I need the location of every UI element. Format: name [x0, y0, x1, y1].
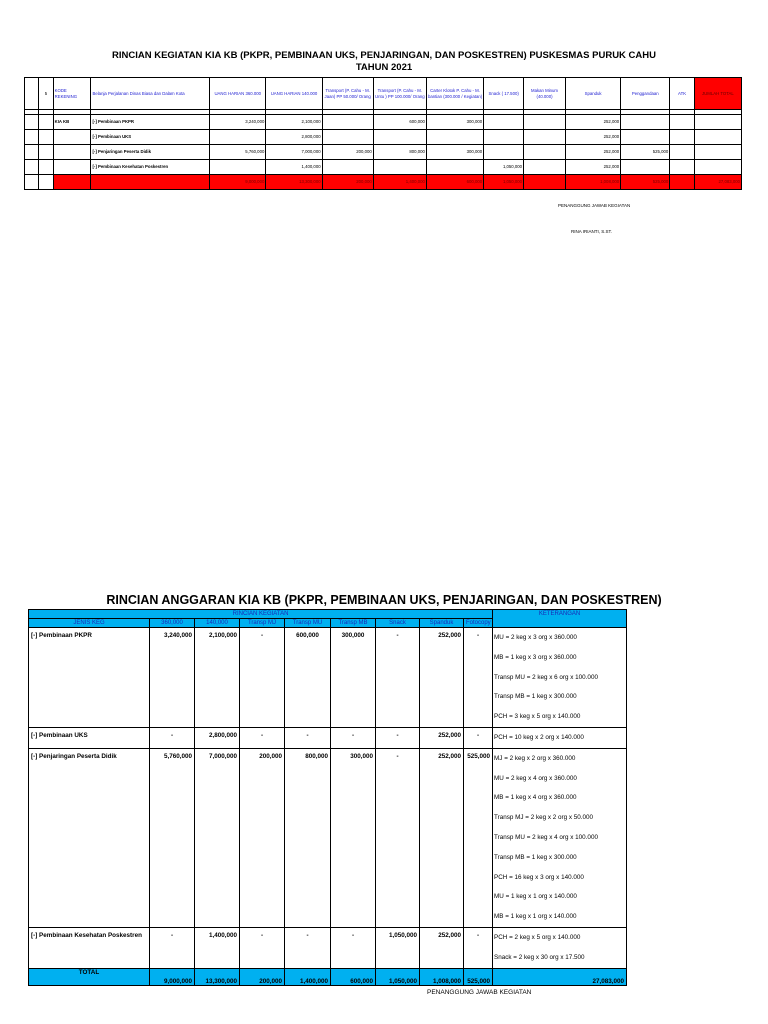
- cell-uh360: [210, 130, 266, 145]
- activity-name: [-] Pembinaan Kesehatan Poskestren: [91, 160, 210, 175]
- cell-spanduk: 252,000: [420, 628, 464, 728]
- total-snack: 1,050,000: [484, 175, 524, 190]
- col-360000: 360,000: [150, 619, 195, 628]
- blank-cell: [39, 160, 53, 175]
- keterangan-line: MU = 1 keg x 1 org x 140.000: [494, 893, 577, 901]
- table-row: [29, 927, 627, 968]
- header-spanduk: Spanduk: [565, 78, 620, 110]
- cell-atk: [670, 160, 695, 175]
- cell-transp-mb: 300,000: [331, 628, 376, 728]
- cell-fotocopy: -: [464, 927, 493, 968]
- total-360: 9,000,000: [150, 968, 195, 985]
- cell-transport-mj: [322, 160, 373, 175]
- cell-transp-mb: 300,000: [331, 748, 376, 927]
- cell-carter: [426, 160, 483, 175]
- cell-transport-mu: 600,000: [373, 115, 426, 130]
- cell-transport-mu: 800,000: [373, 145, 426, 160]
- total-row: [29, 968, 627, 985]
- keterangan-line: MU = 2 keg x 4 org x 360.000: [494, 774, 577, 782]
- cell-transport-mu: [373, 160, 426, 175]
- activity-name: [-] Penjaringan Peserta Didik: [91, 145, 210, 160]
- cell-penggandaan: [621, 130, 670, 145]
- cell-spanduk: 252,000: [420, 748, 464, 927]
- keterangan-line: Transp MJ = 2 keg x 2 org x 50.000: [494, 814, 594, 822]
- keterangan-cell: [493, 927, 627, 968]
- activity-name: [-] Pembinaan PKPR: [91, 115, 210, 130]
- cell-snack: [484, 115, 524, 130]
- budget-title: RINCIAN ANGGARAN KIA KB (PKPR, PEMBINAAN UKS, PENJARINGAN, DAN POSKESTREN): [106, 593, 662, 607]
- cell-snack: [484, 130, 524, 145]
- cell-360: 5,760,000: [150, 748, 195, 927]
- total-grand: 27,083,000: [493, 968, 627, 985]
- keterangan-line: MB = 1 keg x 3 org x 360.000: [494, 653, 577, 661]
- cell-transp-mu: -: [285, 727, 331, 748]
- cell-spanduk: 252,000: [565, 145, 620, 160]
- keterangan-line: PCH = 16 keg x 3 org x 140.000: [494, 873, 584, 881]
- total-snack: 1,050,000: [376, 968, 420, 985]
- header-kode-rekening: KODE REKENING: [53, 78, 91, 110]
- total-transp-mb: 600,000: [331, 968, 376, 985]
- total-transp-mj: 200,000: [240, 968, 285, 985]
- keterangan-line: MU = 2 keg x 3 org x 360.000: [494, 634, 577, 641]
- keterangan-line: MB = 1 keg x 1 org x 140.000: [494, 913, 577, 921]
- header-makan-minum: Makan Minum (40.000): [524, 78, 566, 110]
- signature-label: PENANGGUNG JAWAB KEGIATAN: [558, 203, 631, 208]
- col-transp-mu: Transp MU: [285, 619, 331, 628]
- total-140: 13,300,000: [195, 968, 240, 985]
- cell-spanduk: 252,000: [565, 130, 620, 145]
- table-row: [25, 145, 742, 160]
- cell-snack: 1,050,000: [484, 160, 524, 175]
- cell-uh140: 7,000,000: [266, 145, 322, 160]
- total-transp-mu: 1,400,000: [285, 968, 331, 985]
- activity-detail-table: [24, 77, 742, 190]
- report-title: [0, 50, 768, 74]
- cell-makan: [524, 145, 566, 160]
- blank-cell: [25, 145, 39, 160]
- kode-value: KIA KB: [53, 115, 91, 130]
- total-transport-mj: 200,000: [322, 175, 373, 190]
- cell-spanduk: 252,000: [420, 927, 464, 968]
- table-row: [25, 160, 742, 175]
- cell-transp-mu: 600,000: [285, 628, 331, 728]
- header-carter-klotok: Carter Klotok P. Cahu - M. bantian (300.000 / Kegiatan): [426, 78, 483, 110]
- table-row: [29, 727, 627, 748]
- group-rincian-kegiatan: RINCIAN KEGIATAN: [29, 610, 493, 619]
- cell-360: -: [150, 927, 195, 968]
- cell-uh140: 1,400,000: [266, 160, 322, 175]
- cell-jumlah: [694, 160, 741, 175]
- budget-table: [28, 609, 627, 986]
- total-transport-mu: 1,400,000: [373, 175, 426, 190]
- table-row: [25, 115, 742, 130]
- cell-transport-mj: 200,000: [322, 145, 373, 160]
- table-header-row: [25, 78, 742, 110]
- cell-140: 2,800,000: [195, 727, 240, 748]
- blank-cell: [91, 175, 210, 190]
- cell-transp-mj: -: [240, 927, 285, 968]
- cell-140: 2,100,000: [195, 628, 240, 728]
- total-atk: [670, 175, 695, 190]
- cell-penggandaan: [621, 115, 670, 130]
- blank-cell: [25, 130, 39, 145]
- table-row: [29, 628, 627, 728]
- report-title-line2: TAHUN 2021: [355, 62, 413, 73]
- total-row: [25, 175, 742, 190]
- cell-transp-mu: -: [285, 927, 331, 968]
- header-atk: ATK: [670, 78, 695, 110]
- header-snack: Snack ( 17.500): [484, 78, 524, 110]
- cell-transp-mj: 200,000: [240, 748, 285, 927]
- cell-spanduk: 252,000: [565, 115, 620, 130]
- col-snack: Snack: [376, 619, 420, 628]
- keterangan-line: Transp MU = 2 keg x 4 org x 100.000: [494, 833, 598, 841]
- blank-cell: [39, 145, 53, 160]
- blank-cell: [53, 145, 91, 160]
- keterangan-line: Transp MB = 1 keg x 300.000: [494, 693, 577, 701]
- cell-atk: [670, 130, 695, 145]
- cell-carter: [426, 130, 483, 145]
- cell-makan: [524, 115, 566, 130]
- keterangan-line: MB = 1 keg x 4 org x 360.000: [494, 794, 577, 802]
- total-jumlah: 27,083,000: [694, 175, 741, 190]
- blank-cell: [39, 115, 53, 130]
- blank-cell: [39, 130, 53, 145]
- header-uang-harian-140: UANG HARIAN 140.000: [266, 78, 322, 110]
- cell-snack: 1,050,000: [376, 927, 420, 968]
- cell-makan: [524, 130, 566, 145]
- total-makan: [524, 175, 566, 190]
- blank-cell: [25, 115, 39, 130]
- header-penggandaan: Penggandaan: [621, 78, 670, 110]
- budget-group-header: [29, 610, 627, 619]
- keterangan-cell: [493, 748, 627, 927]
- header-transport-mj: Transport (P. Cahu - M. Jaan) PP 50.000/ Orang: [322, 78, 373, 110]
- cell-transport-mj: [322, 115, 373, 130]
- group-keterangan: KETERANGAN: [493, 610, 627, 628]
- keterangan-cell: [493, 727, 627, 748]
- keterangan-line: Snack = 2 keg x 30 org x 17.500: [494, 953, 585, 961]
- activity-name: [-] Penjaringan Peserta Didik: [29, 748, 150, 927]
- header-transport-mu: Transport (P. Cahu - M. Untu ) PP 100.000/ Orang: [373, 78, 426, 110]
- header-belanja: Belanja Perjalanan Dinas Biasa dan Dalam Kota: [91, 78, 210, 110]
- cell-penggandaan: 525,000: [621, 145, 670, 160]
- total-fotocopy: 525,000: [464, 968, 493, 985]
- cell-penggandaan: [621, 160, 670, 175]
- header-uang-harian-360: UANG HARIAN 360.000: [210, 78, 266, 110]
- activity-name: [-] Pembinaan Kesehatan Poskestren: [29, 927, 150, 968]
- total-penggandaan: 525,000: [621, 175, 670, 190]
- keterangan-line: PCH = 3 keg x 5 org x 140.000: [494, 713, 581, 721]
- activity-name: [-] Pembinaan UKS: [29, 727, 150, 748]
- cell-fotocopy: -: [464, 727, 493, 748]
- cell-140: 1,400,000: [195, 927, 240, 968]
- report-title-line1: RINCIAN KEGIATAN KIA KB (PKPR, PEMBINAAN UKS, PENJARINGAN, DAN POSKESTREN) PUSKESMAS PURUK CAHU: [112, 50, 656, 61]
- keterangan-line: MJ = 2 keg x 2 org x 360.000: [494, 754, 576, 762]
- blank-cell: [53, 175, 91, 190]
- cell-uh140: 2,800,000: [266, 130, 322, 145]
- keterangan-cell: [493, 628, 627, 728]
- cell-uh360: [210, 160, 266, 175]
- cell-360: -: [150, 727, 195, 748]
- cell-atk: [670, 115, 695, 130]
- cell-transp-mb: -: [331, 727, 376, 748]
- cell-jumlah: [694, 115, 741, 130]
- signature-name: RINA IRIANTI, S.ST.: [571, 229, 613, 234]
- blank-cell: [25, 78, 39, 110]
- cell-uh360: 3,240,000: [210, 115, 266, 130]
- cell-fotocopy: 525,000: [464, 748, 493, 927]
- total-label: TOTAL: [29, 968, 150, 985]
- cell-jumlah: [694, 130, 741, 145]
- cell-uh140: 2,100,000: [266, 115, 322, 130]
- col-transp-mb: Transp MB: [331, 619, 376, 628]
- blank-cell: [25, 175, 39, 190]
- blank-cell: [39, 175, 53, 190]
- cell-360: 3,240,000: [150, 628, 195, 728]
- cell-snack: [484, 145, 524, 160]
- cell-jumlah: [694, 145, 741, 160]
- keterangan-line: PCH = 10 keg x 2 org x 140.000: [494, 733, 584, 741]
- blank-cell: [53, 130, 91, 145]
- col-transp-mj: Transp MJ: [240, 619, 285, 628]
- cell-snack: -: [376, 748, 420, 927]
- activity-name: [-] Pembinaan PKPR: [29, 628, 150, 728]
- cell-transport-mu: [373, 130, 426, 145]
- budget-signature-label: PENANGGUNG JAWAB KEGIATAN: [427, 989, 532, 996]
- keterangan-line: PCH = 2 keg x 5 org x 140.000: [494, 933, 581, 941]
- col-spanduk: Spanduk: [420, 619, 464, 628]
- cell-makan: [524, 160, 566, 175]
- cell-spanduk: 252,000: [565, 160, 620, 175]
- cell-carter: 300,000: [426, 145, 483, 160]
- cell-atk: [670, 145, 695, 160]
- total-carter: 600,000: [426, 175, 483, 190]
- cell-spanduk: 252,000: [420, 727, 464, 748]
- total-uh140: 13,300,000: [266, 175, 322, 190]
- total-uh360: 9,000,000: [210, 175, 266, 190]
- total-spanduk: 1,008,000: [420, 968, 464, 985]
- cell-transp-mu: 800,000: [285, 748, 331, 927]
- col-140000: 140,000: [195, 619, 240, 628]
- keterangan-line: Transp MU = 2 keg x 6 org x 100.000: [494, 673, 598, 681]
- col-fotocopy: Fotocopy: [464, 619, 493, 628]
- cell-snack: -: [376, 628, 420, 728]
- blank-cell: [25, 160, 39, 175]
- total-spanduk: 1,008,000: [565, 175, 620, 190]
- cell-snack: -: [376, 727, 420, 748]
- header-jumlah-total: JUMLAH TOTAL: [694, 78, 741, 110]
- cell-transport-mj: [322, 130, 373, 145]
- blank-cell: [53, 160, 91, 175]
- col-jenis-keg: JENIS KEG: [29, 619, 150, 628]
- cell-transp-mj: -: [240, 727, 285, 748]
- keterangan-line: Transp MB = 1 keg x 300.000: [494, 853, 577, 861]
- activity-name: [-] Pembinaan UKS: [91, 130, 210, 145]
- cell-140: 7,000,000: [195, 748, 240, 927]
- cell-carter: 300,000: [426, 115, 483, 130]
- cell-transp-mj: -: [240, 628, 285, 728]
- table-row: [29, 748, 627, 927]
- header-no: 5: [39, 78, 53, 110]
- cell-fotocopy: -: [464, 628, 493, 728]
- cell-transp-mb: -: [331, 927, 376, 968]
- table-row: [25, 130, 742, 145]
- cell-uh360: 5,760,000: [210, 145, 266, 160]
